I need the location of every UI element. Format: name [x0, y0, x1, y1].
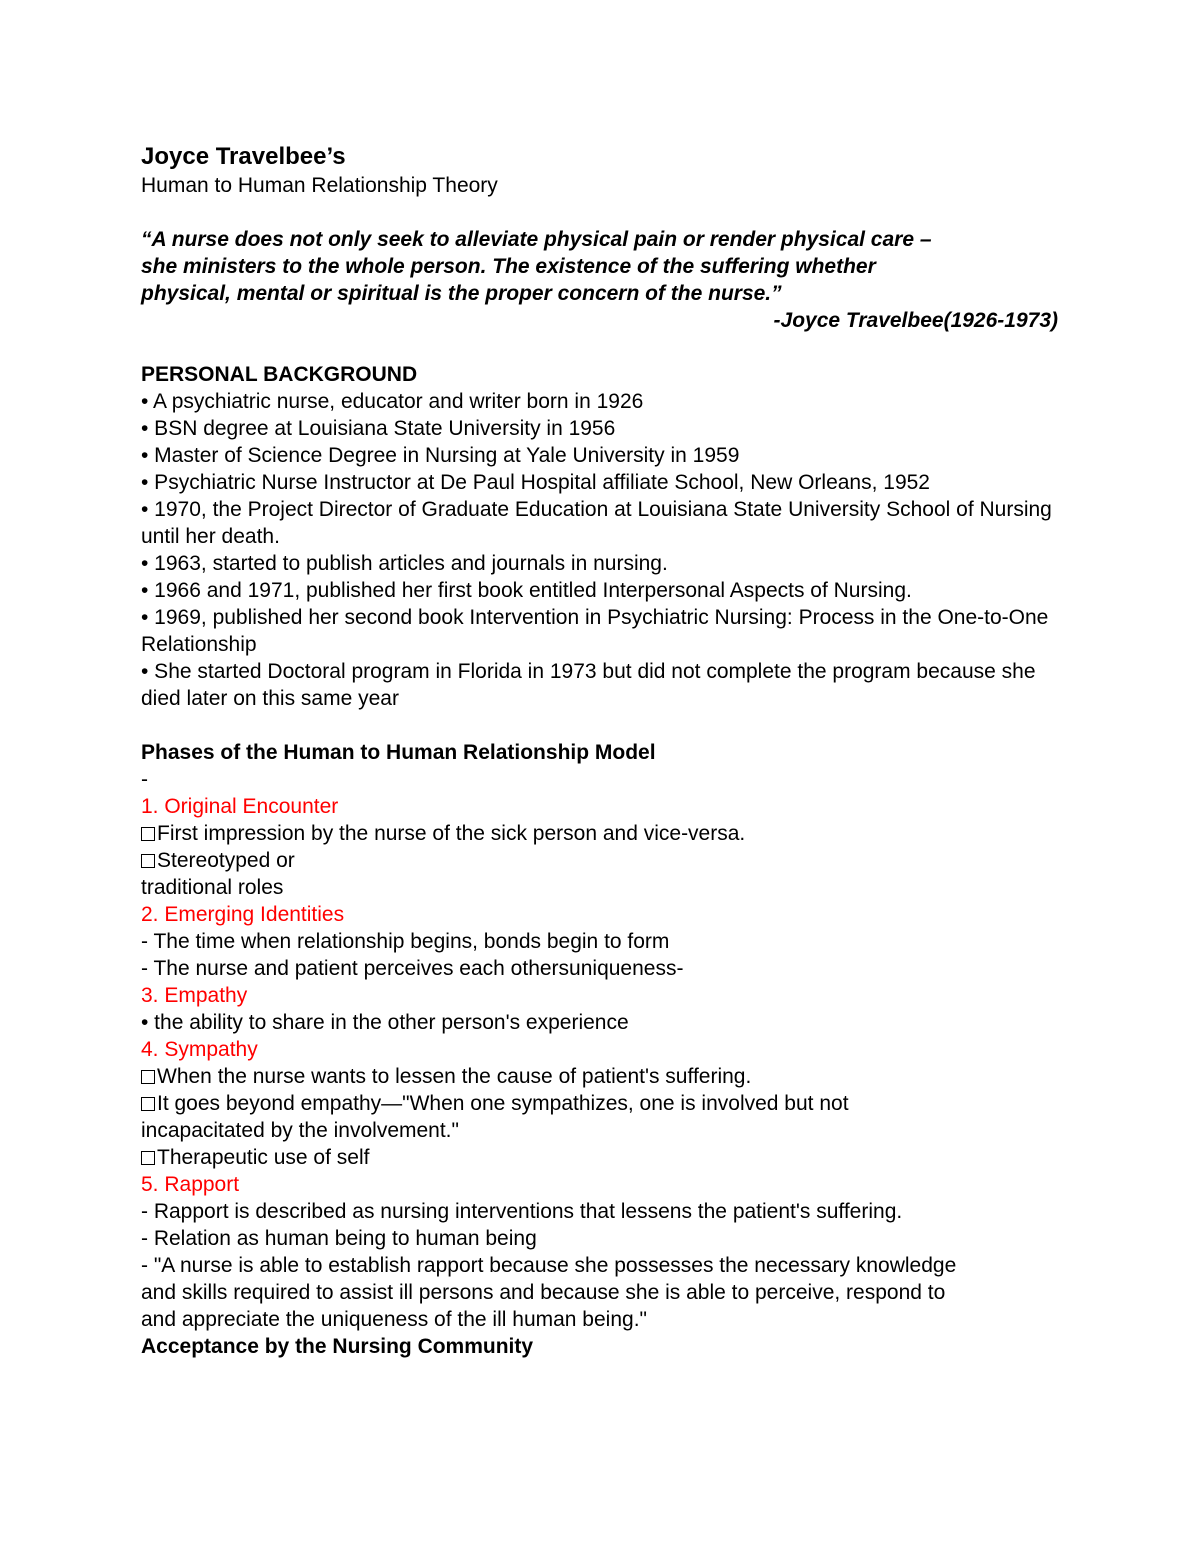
list-item: - The nurse and patient perceives each othersuniqueness- — [141, 957, 684, 980]
list-item: • 1969, published her second book Intervention in Psychiatric Nursing: Process in the One-to-One Relationship — [141, 606, 1049, 656]
section-heading: Acceptance by the Nursing Community — [141, 1335, 534, 1358]
list-item: • Master of Science Degree in Nursing at Yale University in 1959 — [141, 444, 740, 467]
list-item: Therapeutic use of self — [141, 1144, 1061, 1171]
list-item: • 1970, the Project Director of Graduate Education at Louisiana State University School of Nursing until her death. — [141, 498, 1052, 548]
document-page — [141, 142, 1061, 1360]
list-item: It goes beyond empathy—"When one sympathizes, one is involved but not — [141, 1090, 1061, 1117]
phase-title: 4. Sympathy — [141, 1038, 258, 1061]
quote-attribution: -Joyce Travelbee(1926-1973) — [773, 309, 1058, 332]
list-item-continuation: traditional roles — [141, 876, 284, 899]
list-item: • 1966 and 1971, published her first book entitled Interpersonal Aspects of Nursing. — [141, 579, 912, 602]
list-item: When the nurse wants to lessen the cause of patient's suffering. — [141, 1063, 1061, 1090]
list-item: - Relation as human being to human being — [141, 1227, 537, 1250]
list-item: • the ability to share in the other person's experience — [141, 1011, 629, 1034]
list-item: - Rapport is described as nursing interventions that lessens the patient's suffering. — [141, 1200, 903, 1223]
list-item-continuation: and skills required to assist ill persons and because she is able to perceive, respond to — [141, 1281, 946, 1304]
document-title: Joyce Travelbee’s — [141, 143, 346, 170]
dash-separator: - — [141, 768, 148, 791]
list-item: - The time when relationship begins, bonds begin to form — [141, 930, 670, 953]
quote-line: she ministers to the whole person. The existence of the suffering whether — [141, 255, 876, 278]
quote-line: “A nurse does not only seek to alleviate physical pain or render physical care – — [141, 228, 932, 251]
phase-title: 2. Emerging Identities — [141, 903, 345, 926]
list-item-continuation: incapacitated by the involvement." — [141, 1119, 459, 1142]
list-item: • Psychiatric Nurse Instructor at De Paul Hospital affiliate School, New Orleans, 1952 — [141, 471, 930, 494]
list-item-continuation: and appreciate the uniqueness of the ill human being." — [141, 1308, 647, 1331]
list-item: • BSN degree at Louisiana State University in 1956 — [141, 417, 616, 440]
list-item: • She started Doctoral program in Florida in 1973 but did not complete the program because she died later on this same year — [141, 660, 1036, 710]
section-heading: Phases of the Human to Human Relationship Model — [141, 741, 656, 764]
list-item: Stereotyped or — [141, 847, 1061, 874]
phase-title: 5. Rapport — [141, 1173, 240, 1196]
checkbox-icon — [141, 854, 155, 868]
checkbox-icon — [141, 827, 155, 841]
phase-title: 1. Original Encounter — [141, 795, 339, 818]
checkbox-icon — [141, 1097, 155, 1111]
quote-block — [141, 226, 1061, 334]
checkbox-icon — [141, 1070, 155, 1084]
phases-section — [141, 739, 1061, 1333]
list-item: First impression by the nurse of the sick person and vice-versa. — [141, 820, 1061, 847]
section-heading: PERSONAL BACKGROUND — [141, 363, 418, 386]
list-item: • A psychiatric nurse, educator and writer born in 1926 — [141, 390, 644, 413]
phase-title: 3. Empathy — [141, 984, 248, 1007]
list-item: • 1963, started to publish articles and journals in nursing. — [141, 552, 668, 575]
quote-line: physical, mental or spiritual is the proper concern of the nurse.” — [141, 282, 782, 305]
document-subtitle: Human to Human Relationship Theory — [141, 174, 498, 197]
list-item: - "A nurse is able to establish rapport because she possesses the necessary knowledge — [141, 1254, 957, 1277]
personal-background-section — [141, 361, 1061, 712]
checkbox-icon — [141, 1151, 155, 1165]
